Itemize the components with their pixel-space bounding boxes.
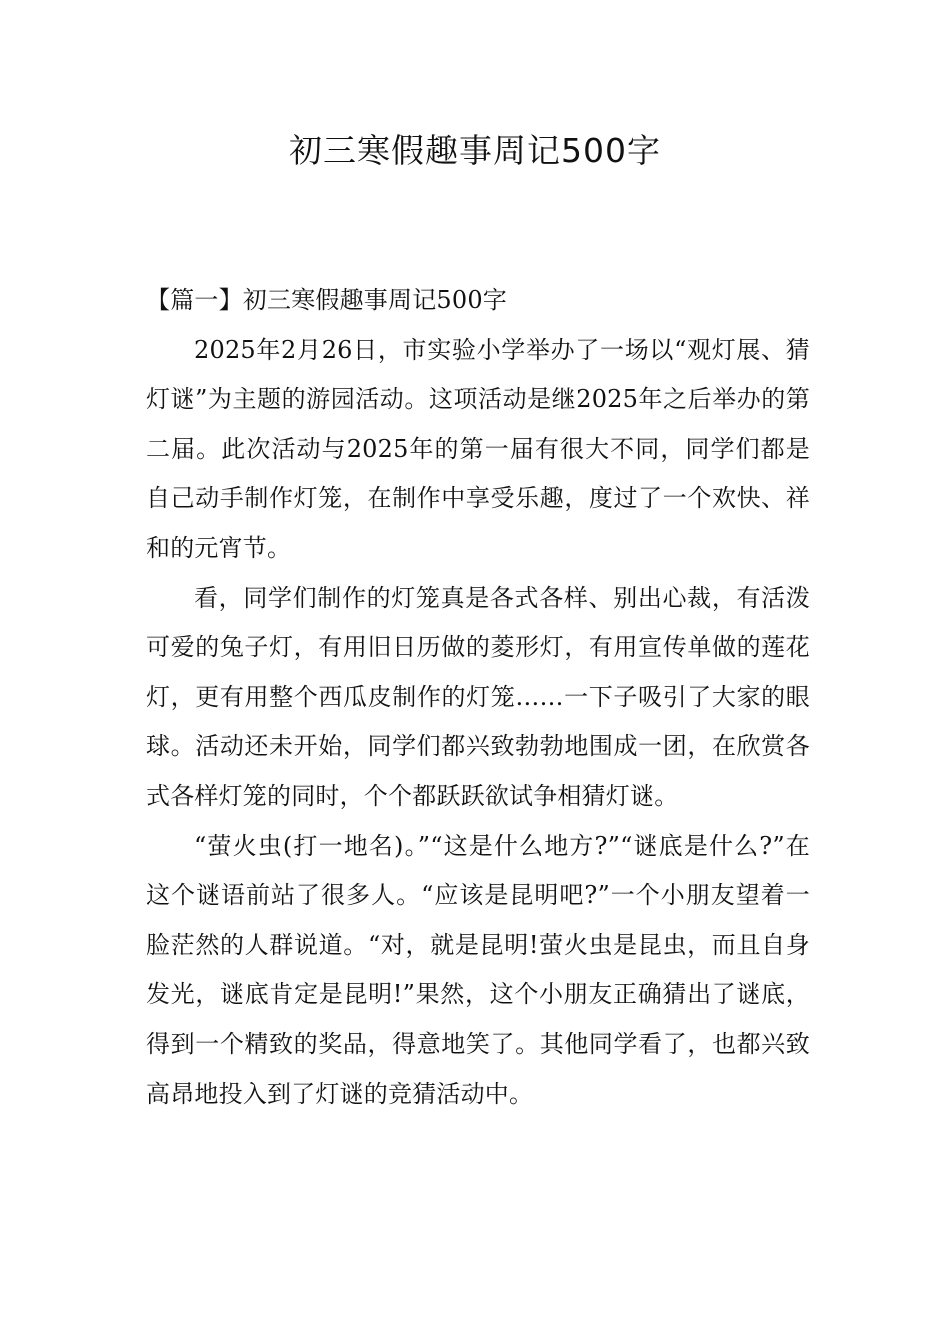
document-title: 初三寒假趣事周记500字 (289, 131, 661, 170)
paragraph-2: 看，同学们制作的灯笼真是各式各样、别出心裁，有活泼可爱的兔子灯，有用旧日历做的菱形灯，有用宣传单做的莲花灯，更有用整个西瓜皮制作的灯笼……一下子吸引了大家的眼球。活动还未开始，同学们都兴致勃勃地围成一团，在欣赏各式各样灯笼的同时，个个都跃跃欲试争相猜灯谜。 (146, 583, 810, 810)
section-heading: 【篇一】初三寒假趣事周记500字 (146, 286, 508, 314)
paragraph-1: 2025年2月26日，市实验小学举办了一场以“观灯展、猜灯谜”为主题的游园活动。这项活动是继2025年之后举办的第二届。此次活动与2025年的第一届有很大不同，同学们都是自己动手制作灯笼，在制作中享受乐趣，度过了一个欢快、祥和的元宵节。 (146, 335, 810, 562)
document-body (146, 276, 810, 1119)
paragraph-3: “萤火虫(打一地名)。”“这是什么地方?”“谜底是什么?”在这个谜语前站了很多人。“应该是昆明吧?”一个小朋友望着一脸茫然的人群说道。“对，就是昆明!萤火虫是昆虫，而且自身发光，谜底肯定是昆明!”果然，这个小朋友正确猜出了谜底，得到一个精致的奖品，得意地笑了。其他同学看了，也都兴致高昂地投入到了灯谜的竞猜活动中。 (146, 831, 810, 1108)
